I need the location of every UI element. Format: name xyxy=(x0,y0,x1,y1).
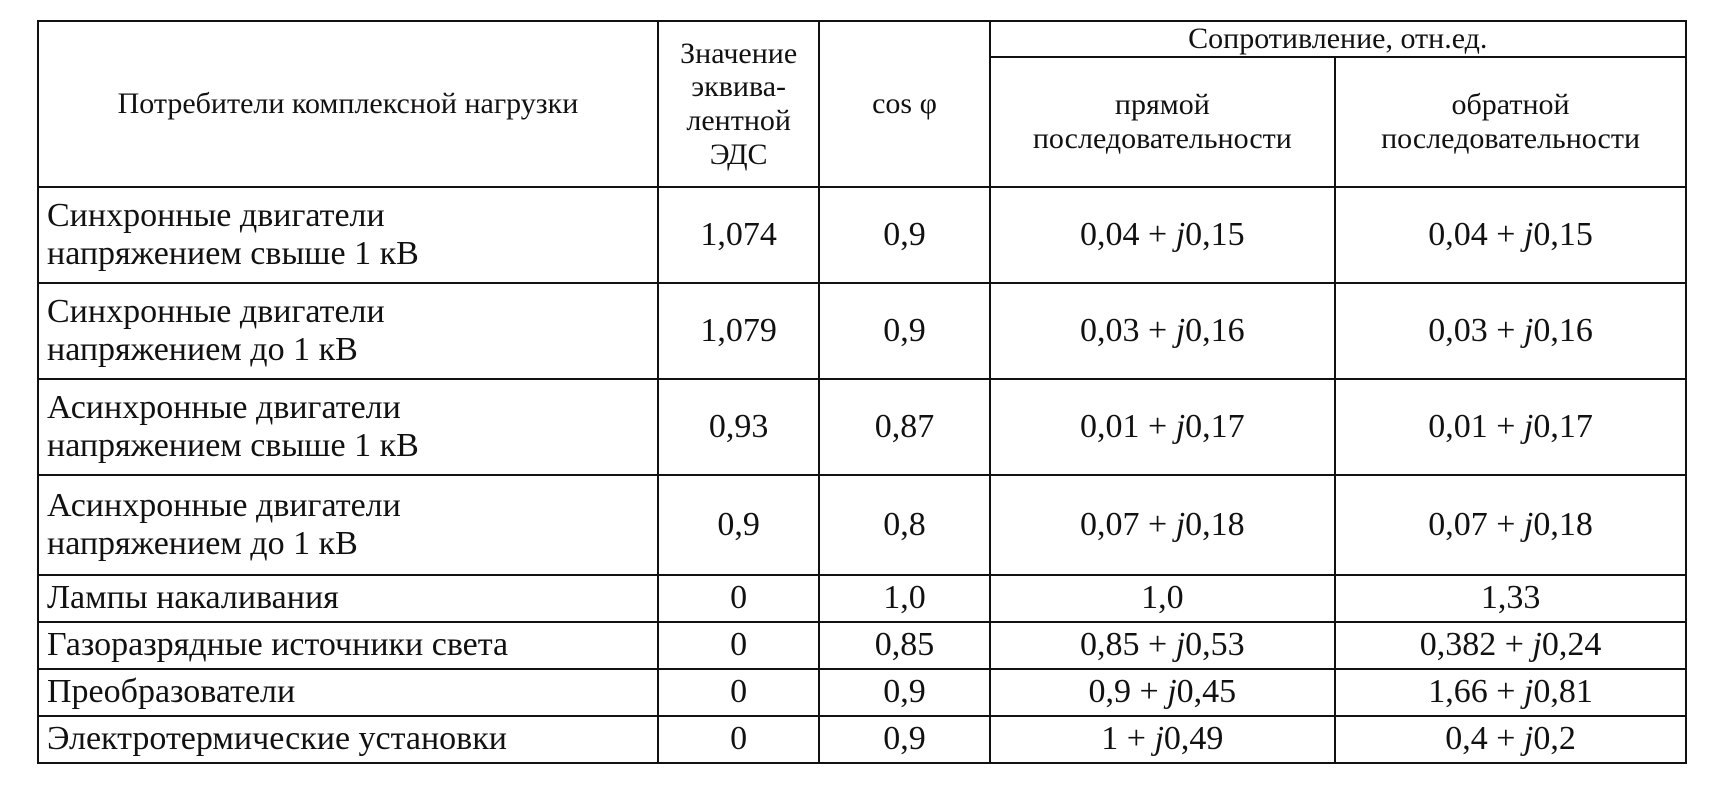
impedance-imag: 0,2 xyxy=(1533,720,1576,758)
impedance-imag: 0,45 xyxy=(1176,673,1237,711)
impedance-imag: 0,17 xyxy=(1533,407,1593,445)
negative-impedance xyxy=(1335,379,1686,475)
header-emf-line: ЭДС xyxy=(709,137,768,171)
header-emf xyxy=(658,21,820,187)
header-cos xyxy=(819,21,989,187)
cos-value: 0,9 xyxy=(819,187,989,283)
table-row xyxy=(38,379,1686,475)
impedance-real: 0,03 + xyxy=(1428,311,1524,349)
header-emf-line: Значение xyxy=(680,36,798,70)
imaginary-unit: j xyxy=(1175,215,1186,253)
impedance-real: 0,382 + xyxy=(1419,626,1533,664)
emf-value: 0,9 xyxy=(658,475,820,575)
imaginary-unit: j xyxy=(1175,626,1186,664)
consumer-name-line: Синхронные двигатели xyxy=(47,292,385,330)
consumer-name xyxy=(38,575,658,622)
header-resistance-group xyxy=(990,21,1686,57)
table-row xyxy=(38,669,1686,716)
header-positive-line: последовательности xyxy=(1032,122,1292,155)
cos-value: 0,85 xyxy=(819,622,989,669)
emf-value: 1,074 xyxy=(658,187,820,283)
imaginary-unit: j xyxy=(1175,407,1186,445)
table-row xyxy=(38,575,1686,622)
consumer-name-line: Асинхронные двигатели xyxy=(47,486,401,524)
imaginary-unit: j xyxy=(1175,311,1186,349)
impedance-imag: 0,24 xyxy=(1541,626,1602,664)
impedance-imag: 0,18 xyxy=(1185,505,1245,543)
impedance-imag: 0,53 xyxy=(1185,626,1245,664)
impedance-imag: 0,15 xyxy=(1533,215,1593,253)
negative-impedance xyxy=(1335,669,1686,716)
consumer-name-line: Асинхронные двигатели xyxy=(47,388,401,426)
negative-impedance xyxy=(1335,475,1686,575)
imaginary-unit: j xyxy=(1523,407,1534,445)
negative-impedance xyxy=(1335,622,1686,669)
consumer-name-line: Преобразователи xyxy=(47,673,296,711)
impedance-real: 0,04 + xyxy=(1428,215,1524,253)
imaginary-unit: j xyxy=(1523,505,1534,543)
consumer-name-line: напряжением свыше 1 кВ xyxy=(47,427,419,464)
positive-impedance xyxy=(990,622,1336,669)
impedance-real: 0,04 + xyxy=(1080,215,1176,253)
impedance-real: 0,07 + xyxy=(1428,505,1524,543)
consumer-name xyxy=(38,669,658,716)
positive-impedance: 1,0 xyxy=(990,575,1336,622)
impedance-real: 0,01 + xyxy=(1428,407,1524,445)
table-row xyxy=(38,283,1686,379)
consumer-name-line: Лампы накаливания xyxy=(47,579,339,617)
consumer-name-line: напряжением до 1 кВ xyxy=(47,525,358,562)
consumer-name xyxy=(38,475,658,575)
impedance-real: 0,03 + xyxy=(1080,311,1176,349)
cos-value: 0,9 xyxy=(819,283,989,379)
negative-impedance xyxy=(1335,716,1686,763)
consumer-name-line: Электротермические установки xyxy=(47,720,507,758)
table-row xyxy=(38,622,1686,669)
negative-impedance: 1,33 xyxy=(1335,575,1686,622)
emf-value: 0 xyxy=(658,575,820,622)
header-cos-label: cos φ xyxy=(872,87,937,121)
impedance-imag: 0,49 xyxy=(1163,720,1224,758)
emf-value: 1,079 xyxy=(658,283,820,379)
header-negative-sequence xyxy=(1335,57,1686,187)
header-emf-line: эквива- xyxy=(691,70,787,104)
impedance-real: 0,85 + xyxy=(1080,626,1176,664)
header-negative-line: обратной xyxy=(1451,88,1570,122)
impedance-real: 0,9 + xyxy=(1088,673,1168,711)
cos-value: 0,9 xyxy=(819,716,989,763)
imaginary-unit: j xyxy=(1523,673,1534,711)
positive-impedance xyxy=(990,379,1336,475)
consumer-name xyxy=(38,622,658,669)
consumer-name-line: напряжением до 1 кВ xyxy=(47,331,358,368)
cos-value: 0,8 xyxy=(819,475,989,575)
positive-impedance xyxy=(990,187,1336,283)
emf-value: 0 xyxy=(658,716,820,763)
impedance-real: 0,07 + xyxy=(1080,505,1176,543)
imaginary-unit: j xyxy=(1523,720,1534,758)
positive-impedance xyxy=(990,475,1336,575)
consumer-name-line: Газоразрядные источники света xyxy=(47,626,509,664)
table-row xyxy=(38,475,1686,575)
header-negative-line: последовательности xyxy=(1381,122,1641,155)
header-emf-line: лентной xyxy=(686,104,791,137)
negative-impedance xyxy=(1335,187,1686,283)
impedance-imag: 0,17 xyxy=(1185,407,1245,445)
consumer-name xyxy=(38,283,658,379)
header-consumer xyxy=(38,21,658,187)
impedance-imag: 0,18 xyxy=(1533,505,1593,543)
emf-value: 0 xyxy=(658,669,820,716)
header-resistance-label: Сопротивление, отн.ед. xyxy=(1188,22,1488,56)
cos-value: 0,87 xyxy=(819,379,989,475)
positive-impedance xyxy=(990,716,1336,763)
table-row xyxy=(38,187,1686,283)
positive-impedance xyxy=(990,669,1336,716)
positive-impedance xyxy=(990,283,1336,379)
imaginary-unit: j xyxy=(1523,311,1534,349)
negative-impedance xyxy=(1335,283,1686,379)
impedance-real: 1 + xyxy=(1101,720,1155,758)
imaginary-unit: j xyxy=(1167,673,1177,711)
imaginary-unit: j xyxy=(1532,626,1542,664)
consumer-name xyxy=(38,716,658,763)
impedance-real: 0,4 + xyxy=(1445,720,1524,758)
impedance-imag: 0,16 xyxy=(1533,311,1593,349)
impedance-real: 0,01 + xyxy=(1080,407,1176,445)
header-positive-sequence xyxy=(990,57,1336,187)
header-consumer-label: Потребители комплексной нагрузки xyxy=(117,87,579,121)
emf-value: 0,93 xyxy=(658,379,820,475)
impedance-imag: 0,15 xyxy=(1185,215,1245,253)
header-positive-line: прямой xyxy=(1114,88,1210,122)
imaginary-unit: j xyxy=(1154,720,1164,758)
impedance-real: 1,66 + xyxy=(1428,673,1524,711)
impedance-imag: 0,16 xyxy=(1185,311,1245,349)
table-row xyxy=(38,716,1686,763)
imaginary-unit: j xyxy=(1175,505,1186,543)
load-parameters-table xyxy=(37,20,1687,764)
cos-value: 1,0 xyxy=(819,575,989,622)
consumer-name xyxy=(38,187,658,283)
consumer-name xyxy=(38,379,658,475)
imaginary-unit: j xyxy=(1523,215,1534,253)
impedance-imag: 0,81 xyxy=(1533,673,1593,711)
emf-value: 0 xyxy=(658,622,820,669)
consumer-name-line: напряжением свыше 1 кВ xyxy=(47,235,419,272)
cos-value: 0,9 xyxy=(819,669,989,716)
consumer-name-line: Синхронные двигатели xyxy=(47,196,385,234)
